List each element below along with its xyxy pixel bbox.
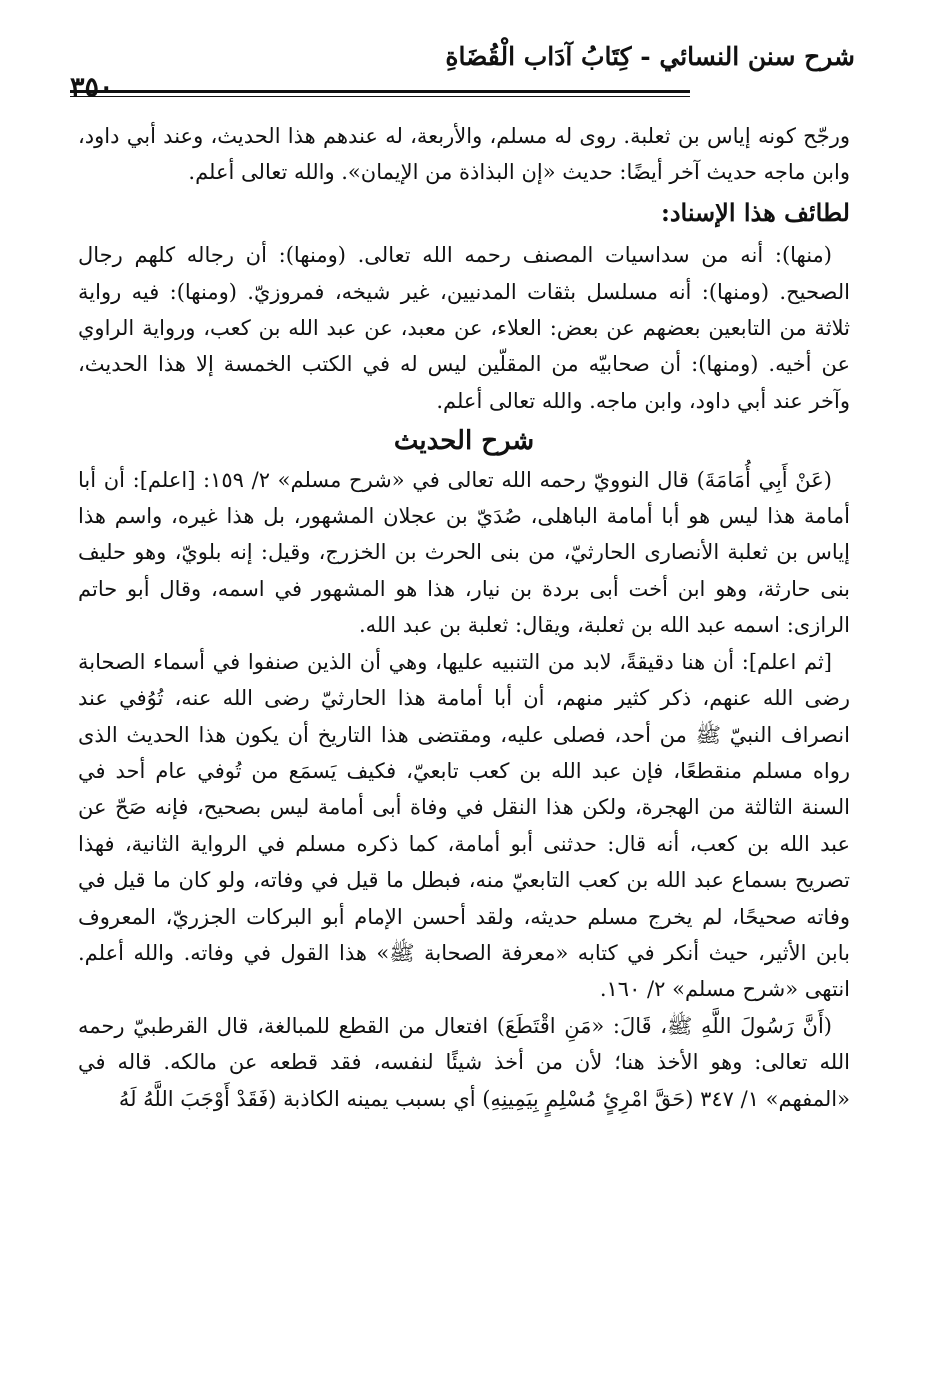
page-body <box>78 118 850 1117</box>
paragraph-4: [ثم اعلم]: أن هنا دقيقةً، لابد من التنبيه عليها، وهي أن الذين صنفوا في أسماء الصحابة رضى الله عنهم، ذكر كثير منهم، أن أبا أمامة هذا الحارثيّ رضى الله عنه، تُوُفي عند انصراف النبيّ ﷺ من أحد، فصلى عليه، ومقتضى هذا التاريخ أن يكون هذا الحديث الذى رواه مسلم منقطعًا، فإن عبد الله بن كعب تابعيّ، فكيف يَسمَع من تُوفي عام أحد في السنة الثالثة من الهجرة، ولكن هذا النقل في وفاة أبى أمامة ليس بصحيح، فإنه صَحّ عن عبد الله بن كعب، أنه قال: حدثنى أبو أمامة، كما ذكره مسلم في الرواية الثانية، فهذا تصريح بسماع عبد الله بن كعب التابعيّ منه، فبطل ما قيل في وفاته، ولو كان ما قيل في وفاته صحيحًا، لم يخرج مسلم حديثه، ولقد أحسن الإمام أبو البركات الجزريّ، المعروف بابن الأثير، حيث أنكر في كتابه «معرفة الصحابة ﷺ» هذا القول في وفاته. والله أعلم. انتهى «شرح مسلم» ٢/ ١٦٠. <box>78 649 850 1002</box>
section-heading-isnad: لطائف هذا الإسناد: <box>660 197 850 227</box>
page-header <box>70 42 855 112</box>
page-number: ٣٥٠ <box>70 72 114 103</box>
paragraph-5: (أَنَّ رَسُولَ اللَّهِ ﷺ، قَالَ: «مَنِ اقْتَطَعَ) افتعال من القطع للمبالغة، قال القرطبيّ رحمه الله تعالى: وهو الأخذ هنا؛ لأن من أخذ شيئًا لنفسه، فقد قطعه عن مالكه. قاله في «المفهم» ١/ ٣٤٧ (حَقَّ امْرِئٍ مُسْلِمٍ بِيَمِينِهِ) أي بسبب يمينه الكاذبة (فَقَدْ أَوْجَبَ اللَّهُ لَهُ <box>78 1013 850 1111</box>
header-rule-thin <box>70 96 690 97</box>
paragraph-3: (عَنْ أَبِي أُمَامَةَ) قال النوويّ رحمه الله تعالى في «شرح مسلم» ٢/ ١٥٩: [اعلم]: أن أبا أمامة هذا ليس هو أبا أمامة الباهلى، صُدَيّ بن عجلان المشهور، بل هذا غيره، واسم هذا إياس بن ثعلبة الأنصارى الحارثيّ، من بنى الحرث بن الخزرج، وقيل: إنه بلويّ، وهو حليف بنى حارثة، وهو ابن أخت أبى بردة بن نيار، هذا هو المشهور في اسمه، وقال أبو حاتم الرازى: اسمه عبد الله بن ثعلبة، ويقال: ثعلبة بن عبد الله. <box>78 467 850 638</box>
section-heading-sharh: شرح الحديث <box>393 426 535 457</box>
header-rule <box>70 90 690 93</box>
running-title: شرح سنن النسائي - كِتَابُ آدَاب الْقُضَاةِ <box>445 42 855 71</box>
paragraph-2: (منها): أنه من سداسيات المصنف رحمه الله تعالى. (ومنها): أن رجاله كلهم رجال الصحيح. (ومنها): أنه مسلسل بثقات المدنيين، غير شيخه، فمروزيّ. (ومنها): فيه رواية ثلاثة من التابعين بعضهم عن بعض: العلاء، عن معبد، عن عبد الله بن كعب، ورواية الراوي عن أخيه. (ومنها): أن صحابيّه من المقلّين ليس له في الكتب الخمسة إلا هذا الحديث، وآخر عند أبي داود، وابن ماجه. والله تعالى أعلم. <box>78 243 850 413</box>
paragraph-1: ورجّح كونه إياس بن ثعلبة. روى له مسلم، والأربعة، له عندهم هذا الحديث، وعند أبي داود، وابن ماجه حديث آخر أيضًا: حديث «إن البذاذة من الإيمان». والله تعالى أعلم. <box>78 124 850 185</box>
